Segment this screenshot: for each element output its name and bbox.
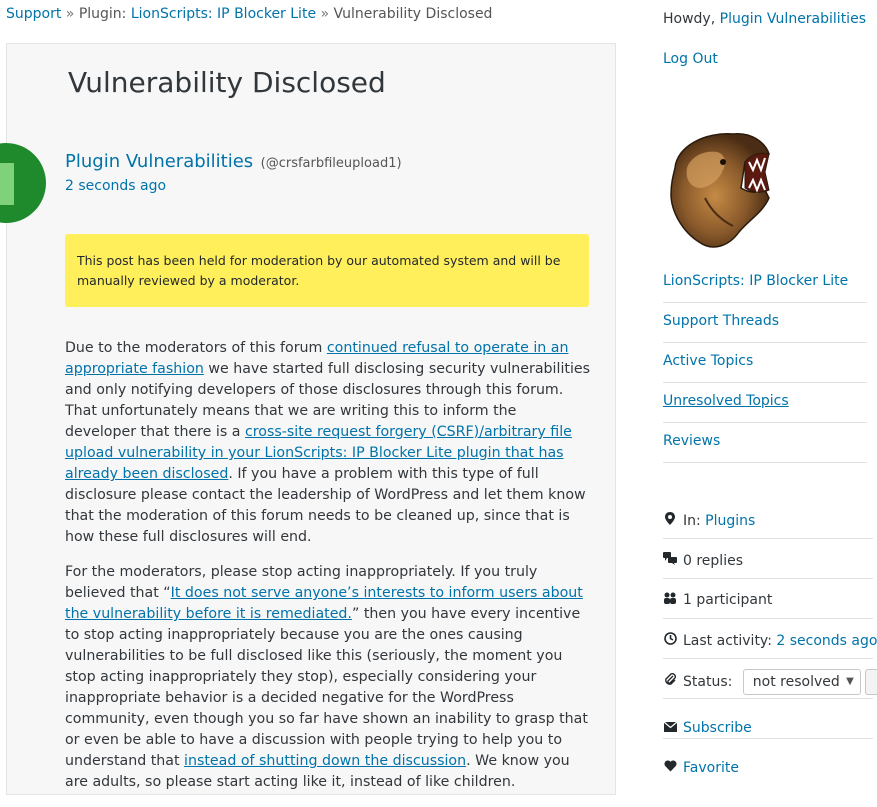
plugin-logo	[665, 128, 783, 254]
text-span: . If you have a problem with this type of full disclosure please contact the leadership of WordPress and let them know that the moderation of this forum needs to be cleaned up, since that is how these full disclosures will end.	[65, 466, 586, 545]
sidebar-link[interactable]: LionScripts: IP Blocker Lite	[663, 273, 849, 289]
group-icon	[663, 592, 677, 607]
sidebar-item-reviews	[663, 423, 867, 463]
user-link[interactable]: Plugin Vulnerabilities	[719, 11, 866, 27]
avatar-identicon-icon	[0, 143, 46, 223]
text-span: Due to the moderators of this forum	[65, 340, 327, 356]
paragraph	[65, 562, 590, 793]
meta-favorite	[663, 739, 873, 779]
refusal-link[interactable]: continued refusal to operate in an appropriate fashion	[65, 340, 569, 377]
meta-participants	[663, 579, 873, 619]
sidebar-item-support-threads	[663, 303, 867, 343]
sidebar-links	[663, 263, 867, 463]
subscribe-link[interactable]: Subscribe	[683, 720, 752, 736]
chevron-down-icon: ▼	[846, 676, 854, 687]
quote-link[interactable]: It does not serve anyone’s interests to inform users about the vulnerability before it is remediated.	[65, 585, 583, 622]
meta-forum	[663, 499, 873, 539]
meta-replies	[663, 539, 873, 579]
author-name-link[interactable]: Plugin Vulnerabilities	[65, 151, 254, 172]
sidebar-link[interactable]: Support Threads	[663, 313, 780, 329]
meta-label: In:	[683, 513, 706, 529]
page-title: Vulnerability Disclosed	[68, 66, 386, 99]
sidebar-item-unresolved-topics	[663, 383, 867, 423]
moderation-notice: This post has been held for moderation by our automated system and will be manually reviewed by a moderator.	[65, 234, 589, 307]
participants-count: 1 participant	[683, 592, 773, 608]
logout-link[interactable]: Log Out	[663, 51, 718, 67]
last-activity-link[interactable]: 2 seconds ago	[776, 633, 877, 649]
envelope-icon	[663, 721, 677, 735]
vulnerability-link[interactable]: cross-site request forgery (CSRF)/arbitrary file upload vulnerability in your LionScripts: IP Blocker Lite plugin that has already been disclosed	[65, 424, 572, 482]
author-line	[65, 151, 402, 172]
sidebar-item-active-topics	[663, 343, 867, 383]
forum-link[interactable]: Plugins	[705, 513, 756, 529]
roaring-lion-icon	[665, 128, 783, 254]
status-select[interactable]	[743, 669, 861, 695]
text-span: ” then you have every incentive to stop acting inappropriately because you are the ones causing vulnerabilities to be full disclosed like this (seriously, the moment you stop acting inappropriately they stop), especially considering your inappropriate behavior is a decided negative for the WordPress community, even though you so far have shown an inability to grasp that or even be able to have a discussion with people trying to help you to understand that	[65, 606, 588, 769]
favorite-link[interactable]: Favorite	[683, 760, 739, 776]
clock-icon	[663, 632, 677, 648]
breadcrumb-separator: »	[65, 6, 75, 22]
breadcrumb-support-link[interactable]: Support	[6, 6, 62, 22]
heart-icon	[663, 760, 677, 775]
author-handle: (@crsfarbfileupload1)	[260, 156, 402, 171]
paperclip-icon	[663, 672, 677, 689]
meta-status	[663, 659, 873, 699]
breadcrumb-plugin-link[interactable]: LionScripts: IP Blocker Lite	[130, 6, 317, 22]
breadcrumb-current: Vulnerability Disclosed	[333, 6, 493, 22]
status-label: Status:	[683, 674, 733, 690]
howdy-line	[663, 11, 866, 27]
post-time-link[interactable]: 2 seconds ago	[65, 178, 167, 194]
topic-content	[65, 338, 590, 807]
shutting-down-link[interactable]: instead of shutting down the discussion	[184, 753, 467, 769]
sidebar-link[interactable]: Active Topics	[663, 353, 754, 369]
map-pin-icon	[663, 512, 677, 528]
replies-count: 0 replies	[683, 553, 743, 569]
text-span: we have started full disclosing security vulnerabilities and only notifying developers of those disclosures through this forum. That unfortunately means that we are writing this to inform the developer that there is a	[65, 361, 591, 440]
howdy-text: Howdy,	[663, 11, 720, 27]
breadcrumb-plugin-label: Plugin:	[78, 6, 131, 22]
breadcrumb-separator: »	[320, 6, 330, 22]
breadcrumb	[6, 6, 492, 22]
sidebar-item-plugin	[663, 263, 867, 303]
text-span: . We know you are adults, so please start acting like it, instead of like children.	[65, 753, 570, 790]
paragraph	[65, 338, 590, 548]
meta-activity	[663, 619, 877, 659]
meta-subscribe	[663, 699, 873, 739]
sidebar-link[interactable]: Reviews	[663, 433, 721, 449]
status-value: not resolved	[752, 674, 840, 690]
status-submit-button[interactable]	[865, 669, 877, 695]
sidebar-link[interactable]: Unresolved Topics	[663, 393, 789, 409]
activity-label: Last activity:	[683, 633, 777, 649]
text-span: For the moderators, please stop acting inappropriately. If you truly believed that “	[65, 564, 538, 601]
speech-bubbles-icon	[663, 552, 677, 568]
avatar[interactable]	[0, 143, 46, 223]
